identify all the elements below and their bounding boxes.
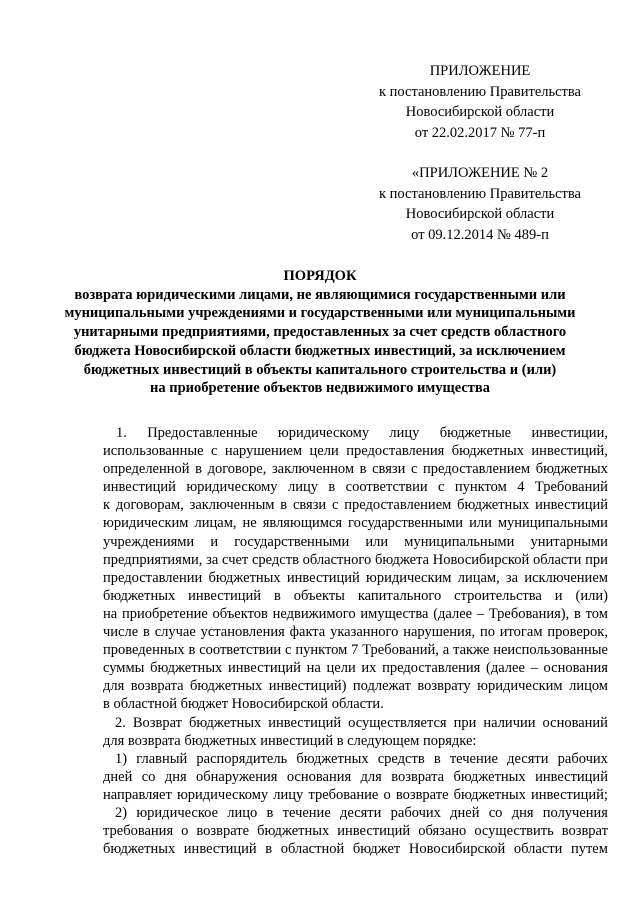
annex2-title: «ПРИЛОЖЕНИЕ № 2 xyxy=(411,165,549,181)
annex2-date: от 09.12.2014 № 489-п xyxy=(411,226,549,243)
body-line: для возврата бюджетных инвестиций) подлежат возврату юридическим лицом xyxy=(103,678,608,695)
document-title xyxy=(40,267,600,398)
title-line: унитарными предприятиями, предоставленных за счет средств областного xyxy=(73,324,567,341)
body-line: проведенных в соответствии с пунктом 7 Требований, а также неиспользованные xyxy=(103,642,608,659)
annex2-line: к постановлению Правительства xyxy=(379,185,581,202)
body-line: числе в случае установления факта указанного нарушения, по итогам проверок, xyxy=(103,624,608,641)
body-line: юридическим лицам, не являющимся государственными или муниципальными xyxy=(103,515,608,532)
body-line: учреждениями и государственными или муниципальными унитарными xyxy=(103,533,608,550)
body-line: определенной в договоре, заключенном в связи с предоставлением бюджетных xyxy=(103,461,608,478)
body-line: на приобретение объектов недвижимого имущества (далее – Требования), в том xyxy=(103,605,608,622)
body-line: инвестиций юридическому лицу в соответствии с пунктом 4 Требований xyxy=(103,479,608,496)
title-line: на приобретение объектов недвижимого имущества xyxy=(150,380,490,397)
body-line: 1. Предоставленные юридическому лицу бюджетные инвестиции, xyxy=(116,425,608,441)
body-line: направляет юридическому лицу требование о возврате бюджетных инвестиций; xyxy=(103,786,608,803)
body-line: использованные с нарушением цели предоставления бюджетных инвестиций, xyxy=(103,443,608,460)
annex2-line: Новосибирской области xyxy=(405,206,555,222)
body-line: дней со дня обнаружения основания для возврата бюджетных инвестиций xyxy=(103,768,608,785)
body-line: 2) юридическое лицо в течение десяти рабочих дней со дня получения xyxy=(115,804,608,821)
body-line: требования о возврате бюджетных инвестиций обязано осуществить возврат xyxy=(103,823,608,840)
title-line: возврата юридическими лицами, не являющимися государственными или xyxy=(74,286,566,303)
annex2-header xyxy=(370,163,590,245)
body-line: 1) главный распорядитель бюджетных средств в течение десяти рабочих xyxy=(115,750,608,767)
title-line: бюджета Новосибирской области бюджетных инвестиций, за исключением xyxy=(74,342,566,359)
title-line: муниципальными учреждениями и государственными или муниципальными xyxy=(64,305,576,322)
body-line: бюджетных инвестиций в областной бюджет Новосибирской области путем xyxy=(103,841,608,858)
body-line: для возврата бюджетных инвестиций в следующем порядке: xyxy=(103,732,477,749)
body-line: предоставлении бюджетных инвестиций юридическим лицам, за исключением xyxy=(103,569,608,586)
title-line: бюджетных инвестиций в объекты капитального строительства и (или) xyxy=(83,361,557,378)
annex-title: ПРИЛОЖЕНИЕ xyxy=(429,63,531,79)
body-line: в областной бюджет Новосибирской области. xyxy=(103,696,384,713)
document-body xyxy=(103,424,608,858)
annex-line: к постановлению Правительства xyxy=(379,83,581,100)
body-line: суммы бюджетных инвестиций на цели их предоставления (далее – основания xyxy=(103,660,608,677)
body-line: бюджетных инвестиций в объекты капитального строительства и (или) xyxy=(103,587,608,604)
body-line: 2. Возврат бюджетных инвестиций осуществляется при наличии оснований xyxy=(115,714,608,731)
title-heading: ПОРЯДОК xyxy=(283,268,357,284)
body-line: предприятиями, за счет средств областного бюджета Новосибирской области при xyxy=(103,551,608,568)
body-line: к договорам, заключенным в связи с предоставлением бюджетных инвестиций xyxy=(103,497,608,514)
annex-date: от 22.02.2017 № 77-п xyxy=(414,124,546,141)
annex-line: Новосибирской области xyxy=(405,104,555,120)
annex-header xyxy=(370,61,590,143)
